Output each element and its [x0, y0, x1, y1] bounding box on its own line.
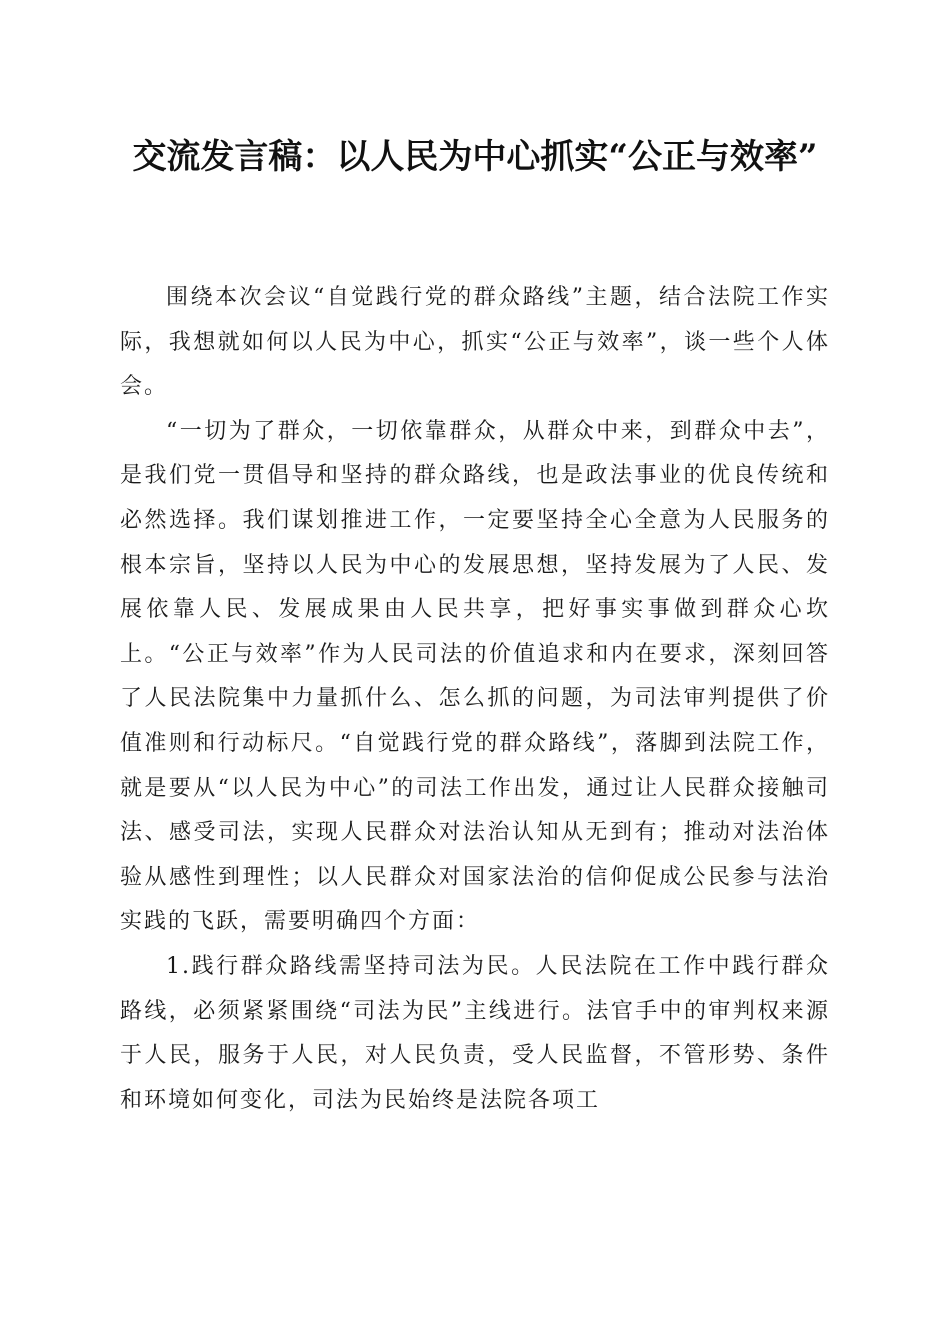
document-body: [120, 276, 830, 1123]
document-title: 交流发言稿：以人民为中心抓实“公正与效率”: [132, 137, 818, 177]
paragraph-point-1: 1.践行群众路线需坚持司法为民。人民法院在工作中践行群众路线，必须紧紧围绕“司法为民”主线进行。法官手中的审判权来源于人民，服务于人民，对人民负责，受人民监督，不管形势、条件和环境如何变化，司法为民始终是法院各项工: [120, 953, 830, 1113]
paragraph-intro: 围绕本次会议“自觉践行党的群众路线”主题，结合法院工作实际，我想就如何以人民为中心，抓实“公正与效率”，谈一些个人体会。: [120, 285, 830, 400]
paragraph-mass-line: “一切为了群众，一切依靠群众，从群众中来，到群众中去”，是我们党一贯倡导和坚持的群众路线，也是政法事业的优良传统和必然选择。我们谋划推进工作，一定要坚持全心全意为人民服务的根本宗旨，坚持以人民为中心的发展思想，坚持发展为了人民、发展依靠人民、发展成果由人民共享，把好事实事做到群众心坎上。“公正与效率”作为人民司法的价值追求和内在要求，深刻回答了人民法院集中力量抓什么、怎么抓的问题，为司法审判提供了价值准则和行动标尺。“自觉践行党的群众路线”，落脚到法院工作，就是要从“以人民为中心”的司法工作出发，通过让人民群众接触司法、感受司法，实现人民群众对法治认知从无到有；推动对法治体验从感性到理性；以人民群众对国家法治的信仰促成公民参与法治实践的飞跃，需要明确四个方面：: [120, 418, 830, 935]
